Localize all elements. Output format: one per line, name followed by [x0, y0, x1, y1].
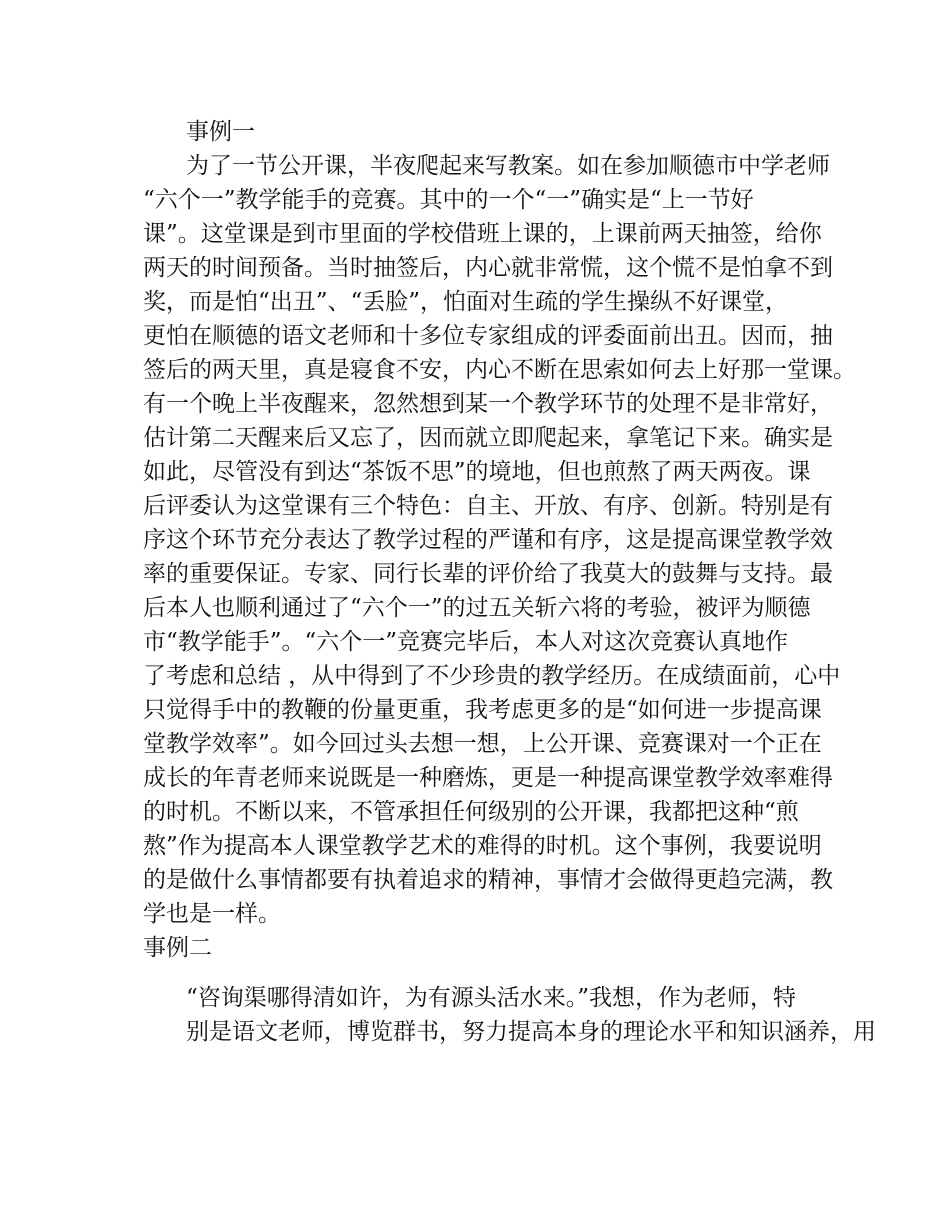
text-line: 成长的年青老师来说既是一种磨炼，更是一种提高课堂教学效率难得: [143, 765, 833, 791]
text-line: “六个一”教学能手的竞赛。其中的一个“一”确实是“上一节好: [143, 187, 754, 213]
text-line: 奖，而是怕“出丑”、“丢脸”，怕面对生疏的学生操纵不好课堂，: [143, 289, 789, 315]
text-line: 堂教学效率”。如今回过头去想一想，上公开课、竞赛课对一个正在: [143, 731, 822, 757]
text-line: 后本人也顺利通过了“六个一”的过五关斩六将的考验，被评为顺德: [143, 595, 811, 621]
text-line: 了考虑和总结 ，从中得到了不少珍贵的教学经历。在成绩面前，心中: [143, 663, 841, 689]
section-heading-case-one: 事例一: [186, 119, 255, 145]
text-line: 两天的时间预备。当时抽签后，内心就非常慌，这个慌不是怕拿不到: [143, 255, 833, 281]
text-line: 后评委认为这堂课有三个特色：自主、开放、有序、创新。特别是有: [143, 493, 833, 519]
text-line: 如此，尽管没有到达“茶饭不思”的境地，但也煎熬了两天两夜。课: [143, 459, 811, 485]
text-line: 率的重要保证。专家、同行长辈的评价给了我莫大的鼓舞与支持。最: [143, 561, 833, 587]
text-line: 课”。这堂课是到市里面的学校借班上课的，上课前两天抽签，给你: [143, 221, 822, 247]
text-line: 别是语文老师，博览群书，努力提高本身的理论水平和知识涵养，用: [186, 1019, 876, 1045]
text-line: 有一个晚上半夜醒来，忽然想到某一个教学环节的处理不是非常好，: [143, 391, 833, 417]
text-line: 的是做什么事情都要有执着追求的精神，事情才会做得更趋完满，教: [143, 867, 833, 893]
text-line: 估计第二天醒来后又忘了，因而就立即爬起来，拿笔记下来。确实是: [143, 425, 833, 451]
text-line: 事例二: [143, 935, 212, 961]
text-line: 签后的两天里，真是寝食不安，内心不断在思索如何去上好那一堂课。: [143, 357, 856, 383]
text-line: 只觉得手中的教鞭的份量更重，我考虑更多的是“如何进一步提高课: [143, 697, 822, 723]
text-line: 熬”作为提高本人课堂教学艺术的难得的时机。这个事例，我要说明: [143, 833, 822, 859]
text-line: 序这个环节充分表达了教学过程的严谨和有序，这是提高课堂教学效: [143, 527, 833, 553]
text-line: 的时机。不断以来，不管承担任何级别的公开课，我都把这种“煎: [143, 799, 799, 825]
text-line: 更怕在顺德的语文老师和十多位专家组成的评委面前出丑。因而，抽: [143, 323, 833, 349]
text-line: 为了一节公开课，半夜爬起来写教案。如在参加顺德市中学老师: [186, 153, 830, 179]
section-heading-case-two: “咨询渠哪得清如许，为有源头活水来。”我想，作为老师，特: [186, 985, 797, 1011]
text-line: 市“教学能手”。“六个一”竞赛完毕后，本人对这次竞赛认真地作: [143, 629, 789, 655]
text-line: 学也是一样。: [143, 901, 281, 927]
